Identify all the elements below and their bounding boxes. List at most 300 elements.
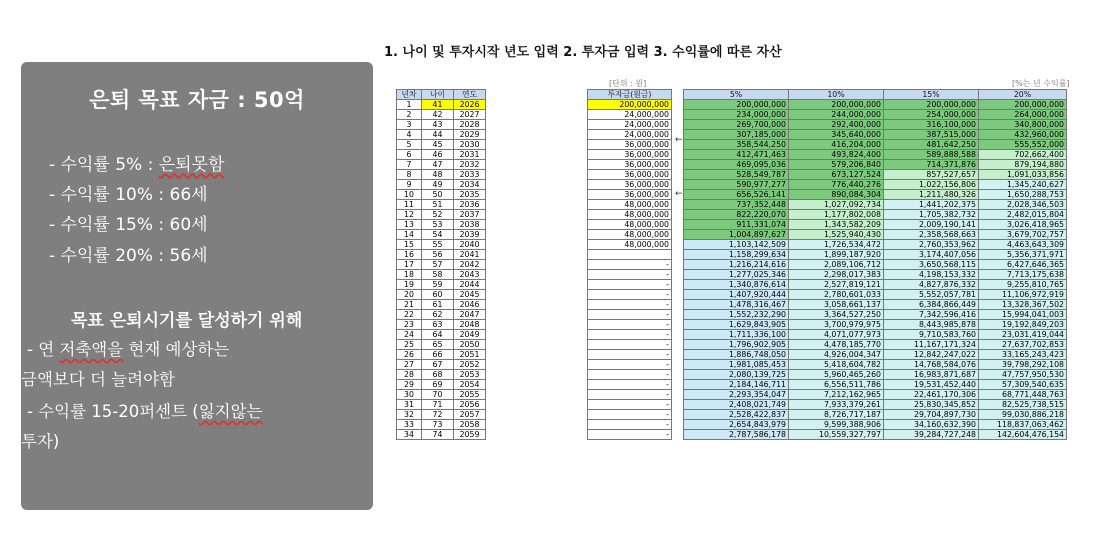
year-cell: 2044: [454, 280, 486, 290]
return-cell-r20: 1,345,240,627: [979, 180, 1067, 190]
return-cell-r5: 234,000,000: [684, 110, 789, 120]
age-cell: 47: [422, 160, 454, 170]
return-cell-r10: 4,071,077,973: [789, 330, 884, 340]
return-cell-r10: 1,177,802,008: [789, 210, 884, 220]
year-index-cell: 18: [397, 270, 422, 280]
year-index-cell: 32: [397, 410, 422, 420]
age-cell: 72: [422, 410, 454, 420]
age-cell: 48: [422, 170, 454, 180]
investment-cell: -: [588, 420, 672, 430]
return-cell-r5: 1,103,142,509: [684, 240, 789, 250]
return-cell-r20: 432,960,000: [979, 130, 1067, 140]
table-row: [397, 220, 486, 230]
table-row: [397, 200, 486, 210]
table-row: [588, 230, 672, 240]
rate-10-line: - 수익률 10% : 66세: [49, 185, 208, 205]
investment-cell: -: [588, 300, 672, 310]
table-row: [397, 370, 486, 380]
return-cell-r10: 579,206,840: [789, 160, 884, 170]
table-row: [397, 190, 486, 200]
investment-cell: -: [588, 330, 672, 340]
age-cell: 64: [422, 330, 454, 340]
investment-cell: -: [588, 260, 672, 270]
return-cell-r10: 9,599,388,906: [789, 420, 884, 430]
return-cell-r10: 3,058,661,137: [789, 300, 884, 310]
return-cell-r5: 528,549,787: [684, 170, 789, 180]
table-row: [588, 360, 672, 370]
year-cell: 2029: [454, 130, 486, 140]
year-cell: 2037: [454, 210, 486, 220]
year-cell: 2026: [454, 100, 486, 110]
return-cell-r20: 11,106,972,919: [979, 290, 1067, 300]
table-row: [397, 100, 486, 110]
header-rate-5: 5%: [684, 90, 789, 100]
table-row: [684, 300, 1067, 310]
return-cell-r10: 1,027,092,734: [789, 200, 884, 210]
year-cell: 2038: [454, 220, 486, 230]
year-index-cell: 20: [397, 290, 422, 300]
return-cell-r20: 1,650,288,753: [979, 190, 1067, 200]
investment-cell: 36,000,000: [588, 160, 672, 170]
return-cell-r20: 27,637,702,853: [979, 340, 1067, 350]
investment-cell: -: [588, 340, 672, 350]
header-investment: 투자금(원금): [588, 90, 672, 100]
table-row: [684, 330, 1067, 340]
return-cell-r20: 3,679,702,757: [979, 230, 1067, 240]
return-cell-r5: 2,654,843,979: [684, 420, 789, 430]
age-cell: 74: [422, 430, 454, 440]
table-row: [588, 120, 672, 130]
return-cell-r15: 12,842,247,022: [884, 350, 979, 360]
year-index-cell: 26: [397, 350, 422, 360]
investment-cell: 36,000,000: [588, 140, 672, 150]
age-cell: 54: [422, 230, 454, 240]
investment-cell: 48,000,000: [588, 210, 672, 220]
age-cell: 51: [422, 200, 454, 210]
return-cell-r15: 481,642,250: [884, 140, 979, 150]
table-row: [397, 320, 486, 330]
table-row: [588, 140, 672, 150]
age-cell: 53: [422, 220, 454, 230]
return-cell-r20: 19,192,849,203: [979, 320, 1067, 330]
investment-cell: 36,000,000: [588, 190, 672, 200]
return-cell-r20: 13,328,367,502: [979, 300, 1067, 310]
table-row: [588, 400, 672, 410]
age-cell: 41: [422, 100, 454, 110]
year-cell: 2041: [454, 250, 486, 260]
table-row: [588, 190, 672, 200]
year-cell: 2047: [454, 310, 486, 320]
return-cell-r15: 4,827,876,332: [884, 280, 979, 290]
header-year-index: 년차: [397, 90, 422, 100]
investment-cell: -: [588, 360, 672, 370]
year-cell: 2052: [454, 360, 486, 370]
return-cell-r20: 2,028,346,503: [979, 200, 1067, 210]
table-row: [397, 250, 486, 260]
return-cell-r5: 2,293,354,047: [684, 390, 789, 400]
age-cell: 65: [422, 340, 454, 350]
year-cell: 2053: [454, 370, 486, 380]
table-row: [588, 110, 672, 120]
card-title: 은퇴 목표 자금 : 50억: [89, 88, 305, 112]
return-cell-r10: 292,400,000: [789, 120, 884, 130]
return-cell-r5: 2,080,139,725: [684, 370, 789, 380]
year-index-cell: 16: [397, 250, 422, 260]
table-row: [397, 430, 486, 440]
table-row: [397, 210, 486, 220]
return-cell-r10: 244,000,000: [789, 110, 884, 120]
return-cell-r20: 702,662,400: [979, 150, 1067, 160]
table-row: [588, 350, 672, 360]
return-cell-r20: 47,757,950,530: [979, 370, 1067, 380]
age-cell: 52: [422, 210, 454, 220]
table-row: [588, 150, 672, 160]
table-row: [588, 270, 672, 280]
investment-cell: -: [588, 400, 672, 410]
table-row: [684, 130, 1067, 140]
return-cell-r20: 142,604,476,154: [979, 430, 1067, 440]
header-age: 나이: [422, 90, 454, 100]
return-cell-r10: 416,204,000: [789, 140, 884, 150]
table-row: [684, 120, 1067, 130]
table-row: [397, 400, 486, 410]
age-cell: 62: [422, 310, 454, 320]
year-index-cell: 5: [397, 140, 422, 150]
year-cell: 2056: [454, 400, 486, 410]
table-row: [684, 150, 1067, 160]
return-cell-r5: 1,004,897,627: [684, 230, 789, 240]
table-row: [397, 390, 486, 400]
return-cell-r10: 8,726,717,187: [789, 410, 884, 420]
age-cell: 50: [422, 190, 454, 200]
return-cell-r10: 345,640,000: [789, 130, 884, 140]
return-cell-r5: 1,629,843,905: [684, 320, 789, 330]
investment-cell: -: [588, 270, 672, 280]
return-cell-r20: 340,800,000: [979, 120, 1067, 130]
return-cell-r5: 2,184,146,711: [684, 380, 789, 390]
table-row: [588, 380, 672, 390]
investment-cell: 24,000,000: [588, 110, 672, 120]
return-cell-r15: 857,527,657: [884, 170, 979, 180]
age-cell: 67: [422, 360, 454, 370]
return-cell-r15: 1,022,156,806: [884, 180, 979, 190]
year-cell: 2036: [454, 200, 486, 210]
tip1-squiggle: 저축액을: [59, 340, 124, 359]
return-cell-r15: 19,531,452,440: [884, 380, 979, 390]
return-cell-r5: 656,526,141: [684, 190, 789, 200]
table-row: [397, 290, 486, 300]
table-row: [588, 180, 672, 190]
return-cell-r20: 4,463,643,309: [979, 240, 1067, 250]
year-cell: 2054: [454, 380, 486, 390]
year-cell: 2055: [454, 390, 486, 400]
return-cell-r15: 589,888,588: [884, 150, 979, 160]
return-cell-r10: 2,089,106,712: [789, 260, 884, 270]
year-index-cell: 8: [397, 170, 422, 180]
return-cell-r5: 1,340,876,614: [684, 280, 789, 290]
table-row: [397, 170, 486, 180]
return-cell-r20: 3,026,418,965: [979, 220, 1067, 230]
investment-cell: 36,000,000: [588, 180, 672, 190]
investment-cell: -: [588, 390, 672, 400]
age-cell: 59: [422, 280, 454, 290]
return-cell-r15: 1,705,382,732: [884, 210, 979, 220]
rate-unit-label: [%는 년 수익률]: [1012, 79, 1070, 88]
unit-label: [단위 : 원]: [609, 79, 647, 88]
table-row: [588, 220, 672, 230]
year-cell: 2045: [454, 290, 486, 300]
table-row: [588, 410, 672, 420]
return-cell-r20: 1,091,033,856: [979, 170, 1067, 180]
return-cell-r15: 254,000,000: [884, 110, 979, 120]
table-row: [684, 400, 1067, 410]
return-cell-r10: 5,418,604,782: [789, 360, 884, 370]
investment-cell: 48,000,000: [588, 230, 672, 240]
table-row: [684, 100, 1067, 110]
return-cell-r15: 6,384,866,449: [884, 300, 979, 310]
year-index-cell: 27: [397, 360, 422, 370]
return-cell-r15: 8,443,985,878: [884, 320, 979, 330]
age-cell: 60: [422, 290, 454, 300]
return-cell-r20: 5,356,371,971: [979, 250, 1067, 260]
year-cell: 2035: [454, 190, 486, 200]
return-cell-r10: 2,780,601,033: [789, 290, 884, 300]
return-cell-r20: 200,000,000: [979, 100, 1067, 110]
return-cell-r5: 1,407,920,444: [684, 290, 789, 300]
investment-cell: -: [588, 280, 672, 290]
investment-cell: 200,000,000: [588, 100, 672, 110]
year-cell: 2043: [454, 270, 486, 280]
table-row: [588, 310, 672, 320]
return-cell-r5: 1,216,214,616: [684, 260, 789, 270]
header-rate-10: 10%: [789, 90, 884, 100]
pointer-arrow-icon: ←: [675, 189, 683, 199]
table-row: [397, 110, 486, 120]
return-cell-r20: 7,713,175,638: [979, 270, 1067, 280]
year-cell: 2048: [454, 320, 486, 330]
age-cell: 43: [422, 120, 454, 130]
age-cell: 56: [422, 250, 454, 260]
age-cell: 58: [422, 270, 454, 280]
investment-cell: 24,000,000: [588, 130, 672, 140]
year-cell: 2042: [454, 260, 486, 270]
table-row: [588, 420, 672, 430]
year-cell: 2033: [454, 170, 486, 180]
return-cell-r5: 911,331,074: [684, 220, 789, 230]
return-cell-r10: 673,127,524: [789, 170, 884, 180]
table-row: [588, 370, 672, 380]
return-cell-r15: 316,100,000: [884, 120, 979, 130]
return-cell-r20: 23,031,419,044: [979, 330, 1067, 340]
return-cell-r5: 1,277,025,346: [684, 270, 789, 280]
age-cell: 42: [422, 110, 454, 120]
return-cell-r20: 82,525,738,515: [979, 400, 1067, 410]
return-cell-r15: 9,710,583,760: [884, 330, 979, 340]
year-cell: 2051: [454, 350, 486, 360]
return-cell-r10: 1,343,582,209: [789, 220, 884, 230]
table-row: [588, 290, 672, 300]
header-year: 연도: [454, 90, 486, 100]
return-cell-r10: 7,212,162,965: [789, 390, 884, 400]
year-index-cell: 11: [397, 200, 422, 210]
return-cell-r5: 2,787,586,178: [684, 430, 789, 440]
year-index-cell: 33: [397, 420, 422, 430]
return-cell-r20: 118,837,063,462: [979, 420, 1067, 430]
table-row: [397, 340, 486, 350]
summary-card: [21, 62, 373, 510]
age-cell: 71: [422, 400, 454, 410]
year-index-cell: 12: [397, 210, 422, 220]
year-cell: 2049: [454, 330, 486, 340]
table-row: [588, 260, 672, 270]
table-row: [588, 170, 672, 180]
year-cell: 2046: [454, 300, 486, 310]
year-index-cell: 6: [397, 150, 422, 160]
return-cell-r20: 68,771,448,763: [979, 390, 1067, 400]
table-row: [684, 380, 1067, 390]
investment-cell: -: [588, 370, 672, 380]
table-row: [684, 240, 1067, 250]
year-cell: 2031: [454, 150, 486, 160]
rate-5-line: [49, 150, 224, 175]
return-cell-r20: 264,000,000: [979, 110, 1067, 120]
table-row: [397, 140, 486, 150]
investment-cell: 48,000,000: [588, 200, 672, 210]
pointer-arrow-icon: ←: [675, 135, 683, 145]
table-row: [588, 340, 672, 350]
table-row: [397, 410, 486, 420]
year-index-cell: 9: [397, 180, 422, 190]
return-cell-r15: 714,371,876: [884, 160, 979, 170]
return-cell-r15: 3,174,407,056: [884, 250, 979, 260]
investment-cell: -: [588, 410, 672, 420]
table-row: [684, 180, 1067, 190]
table-row: [588, 330, 672, 340]
return-cell-r10: 10,559,327,797: [789, 430, 884, 440]
year-index-cell: 10: [397, 190, 422, 200]
table-row: [397, 120, 486, 130]
year-cell: 2040: [454, 240, 486, 250]
table-row: [397, 160, 486, 170]
table-row: [684, 430, 1067, 440]
return-cell-r10: 1,525,940,430: [789, 230, 884, 240]
table-row: [588, 280, 672, 290]
year-index-cell: 23: [397, 320, 422, 330]
return-cell-r5: 307,185,000: [684, 130, 789, 140]
year-cell: 2028: [454, 120, 486, 130]
investment-cell: 48,000,000: [588, 220, 672, 230]
return-cell-r20: 555,552,000: [979, 140, 1067, 150]
return-cell-r5: 269,700,000: [684, 120, 789, 130]
return-cell-r10: 4,478,185,770: [789, 340, 884, 350]
age-cell: 45: [422, 140, 454, 150]
table-row: [397, 270, 486, 280]
rate-5-value: 은퇴못함: [158, 155, 225, 175]
investment-cell: 24,000,000: [588, 120, 672, 130]
return-cell-r15: 34,160,632,390: [884, 420, 979, 430]
age-cell: 73: [422, 420, 454, 430]
return-cell-r20: 6,427,646,365: [979, 260, 1067, 270]
return-cell-r15: 1,441,202,375: [884, 200, 979, 210]
table-row: [684, 420, 1067, 430]
table-row: [588, 300, 672, 310]
return-cell-r10: 7,933,379,261: [789, 400, 884, 410]
table-row: [397, 260, 486, 270]
return-cell-r20: 879,194,880: [979, 160, 1067, 170]
return-cell-r10: 1,726,534,472: [789, 240, 884, 250]
return-cell-r20: 39,798,292,108: [979, 360, 1067, 370]
table-row: [684, 110, 1067, 120]
year-cell: 2058: [454, 420, 486, 430]
investment-cell: 48,000,000: [588, 240, 672, 250]
age-cell: 44: [422, 130, 454, 140]
investment-cell: -: [588, 350, 672, 360]
return-cell-r5: 2,528,422,837: [684, 410, 789, 420]
table-row: [684, 370, 1067, 380]
table-row: [588, 210, 672, 220]
age-cell: 68: [422, 370, 454, 380]
investment-cell: 36,000,000: [588, 150, 672, 160]
table-row: [397, 280, 486, 290]
table-row: [684, 270, 1067, 280]
investment-cell: -: [588, 290, 672, 300]
return-cell-r10: 3,700,979,975: [789, 320, 884, 330]
return-cell-r15: 7,342,596,416: [884, 310, 979, 320]
age-cell: 55: [422, 240, 454, 250]
tip1-dash: - 연: [27, 340, 60, 359]
year-index-cell: 21: [397, 300, 422, 310]
table-row: [684, 170, 1067, 180]
return-cell-r15: 2,009,190,141: [884, 220, 979, 230]
return-cell-r15: 2,358,568,663: [884, 230, 979, 240]
return-cell-r20: 9,255,810,765: [979, 280, 1067, 290]
age-cell: 57: [422, 260, 454, 270]
year-index-cell: 29: [397, 380, 422, 390]
return-cell-r5: 1,886,748,050: [684, 350, 789, 360]
table-row: [397, 350, 486, 360]
table-row: [684, 360, 1067, 370]
table-row: [397, 380, 486, 390]
return-cell-r5: 1,478,316,467: [684, 300, 789, 310]
tip2-continuation: 투자): [21, 432, 60, 451]
return-cell-r10: 3,364,527,250: [789, 310, 884, 320]
return-cell-r20: 2,482,015,804: [979, 210, 1067, 220]
year-index-cell: 7: [397, 160, 422, 170]
age-cell: 66: [422, 350, 454, 360]
sheet-heading: 1. 나이 및 투자시작 년도 입력 2. 투자금 입력 3. 수익률에 따른 자산: [384, 45, 782, 60]
return-cell-r15: 29,704,897,730: [884, 410, 979, 420]
return-cell-r5: 469,095,036: [684, 160, 789, 170]
year-index-cell: 14: [397, 230, 422, 240]
return-cell-r5: 1,796,902,905: [684, 340, 789, 350]
year-cell: 2050: [454, 340, 486, 350]
return-cell-r5: 1,552,232,290: [684, 310, 789, 320]
return-cell-r5: 2,408,021,749: [684, 400, 789, 410]
return-cell-r10: 2,298,017,383: [789, 270, 884, 280]
table-row: [397, 420, 486, 430]
table-row: [397, 330, 486, 340]
table-row: [684, 140, 1067, 150]
year-index-cell: 3: [397, 120, 422, 130]
investment-cell: [588, 250, 672, 260]
table-row: [397, 150, 486, 160]
table-row: [684, 280, 1067, 290]
tip2-line: [27, 398, 262, 422]
return-cell-r15: 14,768,584,076: [884, 360, 979, 370]
year-cell: 2057: [454, 410, 486, 420]
year-index-cell: 24: [397, 330, 422, 340]
header-rate-20: 20%: [979, 90, 1067, 100]
